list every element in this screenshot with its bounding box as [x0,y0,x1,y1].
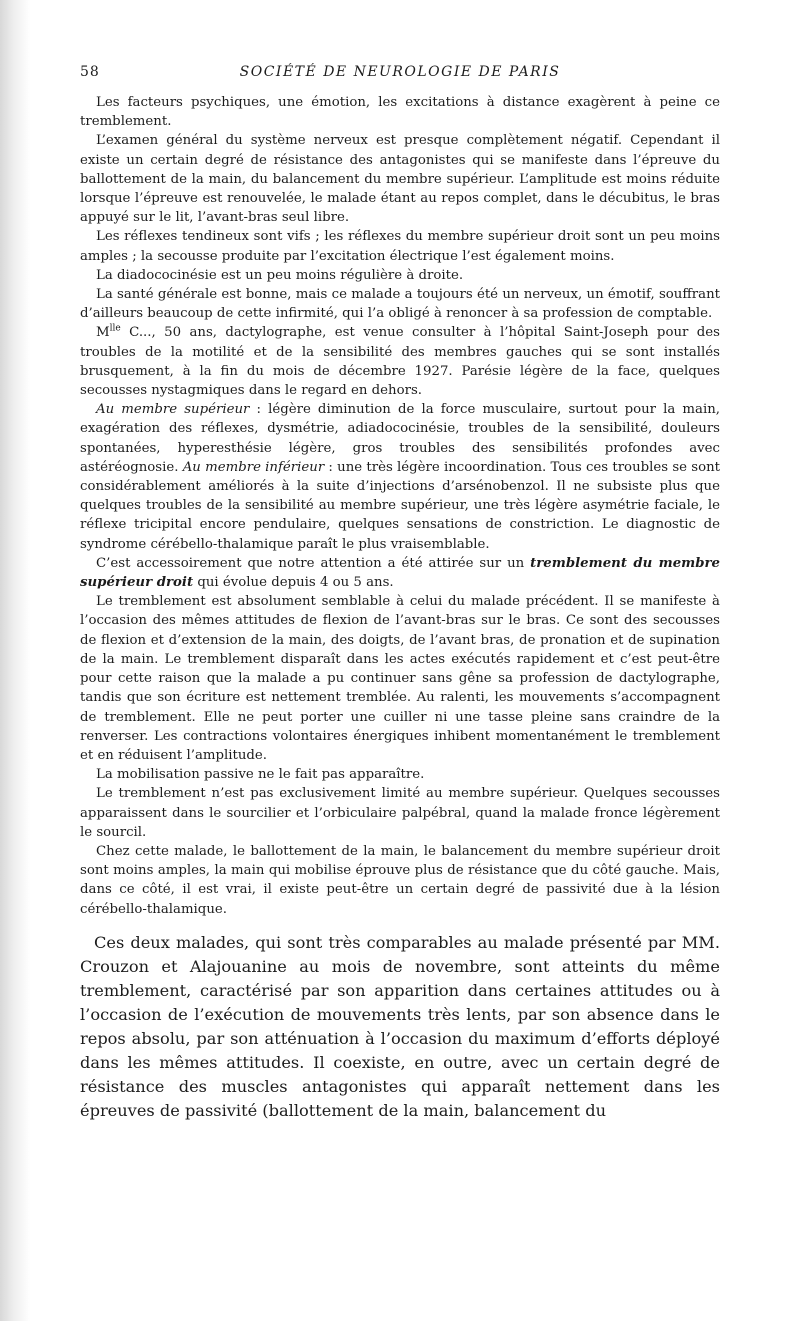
paragraph-text: : légère diminution de la force musculaire, surtout pour la main, exagération des réflexes, dysmétrie, adiadococinésie, troubles de la sensibilité, douleurs spontanées, hyperesthésie légère, gros troubles des sensibilités profondes avec astéréognosie. [80,402,720,475]
paragraph: La diadococinésie est un peu moins régulière à droite. [96,267,464,283]
paragraph: Les réflexes tendineux sont vifs ; les réflexes du membre supérieur droit sont un peu moins amples ; la secousse produite par l’excitation électrique l’est également moins. [80,229,720,264]
paragraph: La santé générale est bonne, mais ce malade a toujours été un nerveux, un émotif, souffrant d’ailleurs beaucoup de cette infirmité, qui l’a obligé à renoncer à sa profession de comptable. [80,287,720,322]
large-print-section [80,931,720,1123]
paragraph: La mobilisation passive ne le fait pas apparaître. [96,767,425,783]
section-label-upper-limb: Au membre supérieur [96,402,250,418]
title-mlle: M [96,325,110,341]
paragraph-case-2 [80,323,720,400]
small-print-section [80,93,720,919]
running-head: SOCIÉTÉ DE NEUROLOGIE DE PARIS [239,64,561,80]
paragraph-findings [80,400,720,554]
paragraph: Le tremblement n’est pas exclusivement limité au membre supérieur. Quelques secousses apparaissent dans le sourcilier et l’orbiculaire palpébral, quand la malade fronce légèrement le sourcil. [80,786,720,840]
paragraph-text: qui évolue depuis 4 ou 5 ans. [193,575,394,591]
paragraph: L’examen général du système nerveux est presque complètement négatif. Cependant il existe un certain degré de résistance des antagonistes qui se manifeste dans l’épreuve du ballottement de la main, du balancement du membre supérieur. L’amplitude est moins réduite lorsque l’épreuve est renouvelée, le malade étant au repos complet, dans le décubitus, le bras appuyé sur le lit, l’avant-bras seul libre. [80,133,720,226]
page-body [80,93,720,1283]
paragraph-text: C’est accessoirement que notre attention a été attirée sur un [96,555,531,571]
paragraph-text: : une très légère incoordination. Tous ces troubles se sont considérablement améliorés à la suite d’injections d’arsénobenzol. Il ne subsiste plus que quelques troubles de la sensibilité au membre supérieur, une très légère asymétrie faciale, le réflexe tricipital encore pendulaire, quelques sensations de constriction. Le diagnostic de syndrome cérébello-thalamique paraît le plus vraisemblable. [80,459,720,552]
page-header [80,64,720,88]
emphasis-tremor: tremblement du membre supérieur droit [80,555,720,591]
paragraph: Chez cette malade, le ballottement de la main, le balancement du membre supérieur droit sont moins amples, la main qui mobilise éprouve plus de résistance que du côté gauche. Mais, dans ce côté, il est vrai, il existe peut-être un certain degré de passivité due à la lésion cérébello-thalamique. [80,843,720,917]
paragraph-text: C..., 50 ans, dactylographe, est venue consulter à l’hôpital Saint-Joseph pour des troubles de la motilité et de la sensibilité des membres gauches qui se sont installés brusquement, à la fin du mois de décembre 1927. Parésie légère de la face, quelques secousses nystagmiques dans le regard en dehors. [80,325,720,399]
paragraph-conclusion: Ces deux malades, qui sont très comparables au malade présenté par MM. Crouzon et Alajouanine au mois de novembre, sont atteints du même tremblement, caractérisé par son apparition dans certaines attitudes ou à l’occasion de l’exécution de mouvements très lents, par son absence dans le repos absolu, par son atténuation à l’occasion du maximum d’efforts déployé dans les mêmes attitudes. Il coexiste, en outre, avec un certain degré de résistance des muscles antagonistes qui apparaît nettement dans les épreuves de passivité (ballottement de la main, balancement du [80,932,720,1120]
paragraph-tremor-intro [80,554,720,592]
paragraph: Les facteurs psychiques, une émotion, les excitations à distance exagèrent à peine ce tremblement. [80,95,720,130]
binding-gutter-shadow [0,0,30,1321]
paragraph: Le tremblement est absolument semblable à celui du malade précédent. Il se manifeste à l’occasion des mêmes attitudes de flexion de l’avant-bras sur le bras. Ce sont des secousses de flexion et d’extension de la main, des doigts, de l’avant bras, de pronation et de supination de la main. Le tremblement disparaît dans les actes exécutés rapidement et c’est peut-être pour cette raison que la malade a pu continuer sans gêne sa profession de dactylographe, tandis que son écriture est nettement tremblée. Au ralenti, les mouvements s’accompagnent de tremblement. Elle ne peut porter une cuiller ni une tasse pleine sans craindre de la renverser. Les contractions volontaires énergiques inhibent momentanément le tremblement et en réduisent l’amplitude. [80,594,720,763]
title-mlle-superscript: lle [109,324,121,335]
section-label-lower-limb: Au membre inférieur [182,459,325,475]
page-number: 58 [80,64,100,80]
